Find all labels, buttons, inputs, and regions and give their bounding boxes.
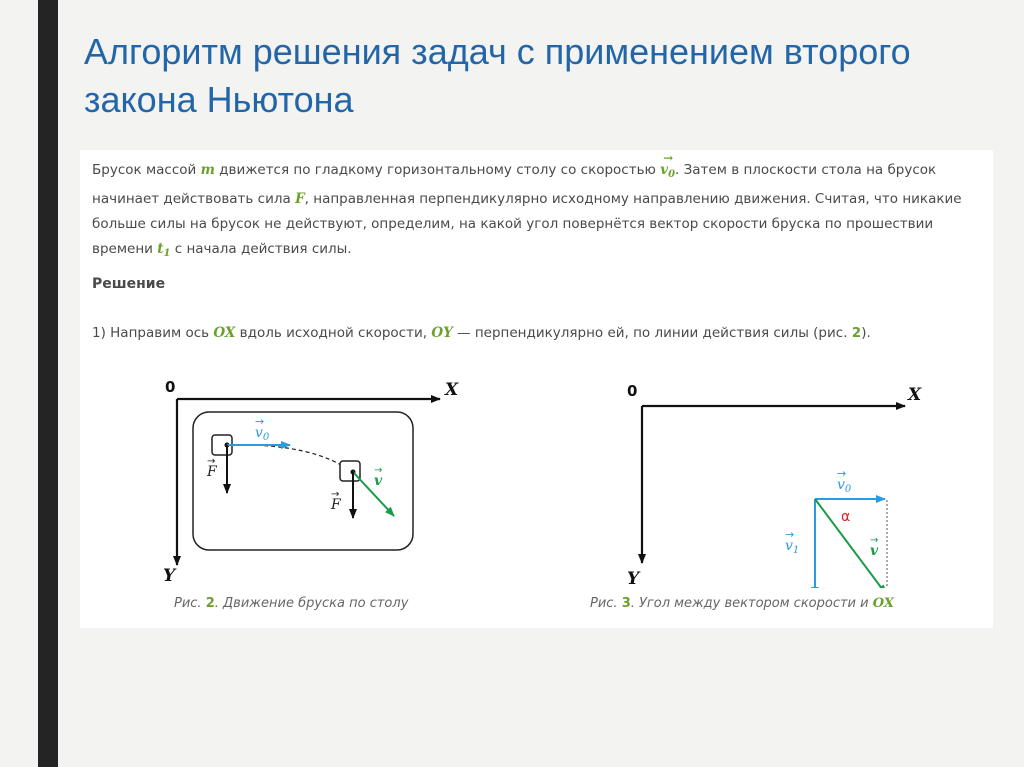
v1-vector-mark: → xyxy=(785,528,795,541)
trajectory-path xyxy=(229,445,353,473)
mass-symbol: m xyxy=(200,162,215,178)
step1-text-4: ). xyxy=(861,325,871,341)
solution-step-1 xyxy=(92,322,992,344)
left-accent-bar xyxy=(38,0,58,767)
step1-text-3: — перпендикулярно ей, по линии действия силы (рис. xyxy=(452,325,852,341)
step1-text-1: 1) Направим ось xyxy=(92,325,214,341)
figure-3-velocity-angle xyxy=(615,378,925,588)
problem-text-4: , направленная перпендикулярно исходному направлению движения. Считая, что никакие больше силы на брусок не действуют, определим, на какой угол повернётся вектор скорости бруска по прошествии времени xyxy=(92,191,962,257)
figure-2-caption-prefix: Рис. xyxy=(174,596,206,611)
angle-alpha-label: α xyxy=(841,509,851,525)
problem-text-5: с начала действия силы. xyxy=(170,241,352,257)
origin-label: 0 xyxy=(627,382,638,400)
content-card xyxy=(80,150,993,628)
initial-velocity-symbol xyxy=(660,158,675,187)
v0-letter: v xyxy=(837,477,845,493)
y-axis-label: Y xyxy=(627,569,640,588)
initial-velocity-letter: v xyxy=(660,162,669,178)
time-symbol xyxy=(157,241,170,257)
resultant-velocity-label: v xyxy=(870,543,879,559)
time-subscript: 1 xyxy=(163,248,171,259)
figure-2-caption xyxy=(174,596,408,611)
figure-2-caption-text: . Движение бруска по столу xyxy=(214,596,409,611)
force-vector-mark-end: → xyxy=(331,489,340,500)
axis-ox-symbol: OX xyxy=(213,325,236,341)
x-axis-label: X xyxy=(908,385,922,405)
problem-text-3: . Затем в плоскости стола на брусок начинает действовать сила xyxy=(92,162,937,207)
figure-3-caption-ox: OX xyxy=(872,596,894,611)
force-label-end: F xyxy=(331,497,341,513)
velocity-label: v xyxy=(374,473,383,489)
figure-2-caption-number: 2 xyxy=(205,596,215,611)
force-symbol: F xyxy=(295,191,305,207)
v1-subscript: 1 xyxy=(792,545,800,556)
resultant-velocity-vector-mark: → xyxy=(870,535,879,546)
time-letter: t xyxy=(157,241,164,257)
initial-velocity-vector-mark: → xyxy=(255,415,265,428)
figure-2-block-motion xyxy=(155,375,495,590)
step1-text-2: вдоль исходной скорости, xyxy=(235,325,432,341)
block-end xyxy=(340,461,360,481)
v0-subscript: 0 xyxy=(844,484,852,495)
figure-3-caption-number: 3 xyxy=(621,596,631,611)
figure-3-caption-prefix: Рис. xyxy=(590,596,622,611)
v0-letter: v xyxy=(255,425,263,441)
x-axis-label: X xyxy=(445,380,459,400)
figure-3-caption-text: . Угол между вектором скорости и xyxy=(630,596,873,611)
slide-title: Алгоритм решения задач с применением второго закона Ньютона xyxy=(84,31,911,120)
v0-subscript: 0 xyxy=(262,432,270,443)
force-label-start: F xyxy=(207,464,217,480)
problem-statement xyxy=(92,158,982,266)
velocity-vector-mark: → xyxy=(374,465,383,476)
initial-velocity-subscript: 0 xyxy=(668,169,676,180)
solution-heading: Решение xyxy=(92,276,166,292)
v1-letter: v xyxy=(785,538,793,554)
origin-label: 0 xyxy=(165,378,176,396)
y-axis-label: Y xyxy=(163,566,176,586)
figure-3-caption xyxy=(590,596,894,611)
problem-text-1: Брусок массой xyxy=(92,162,201,178)
figure-reference: 2 xyxy=(851,325,862,341)
initial-velocity-vector-mark: → xyxy=(837,467,847,480)
force-vector-mark-start: → xyxy=(207,456,216,467)
axis-oy-symbol: OY xyxy=(431,325,453,341)
problem-text-2: движется по гладкому горизонтальному столу со скоростью xyxy=(214,162,661,178)
